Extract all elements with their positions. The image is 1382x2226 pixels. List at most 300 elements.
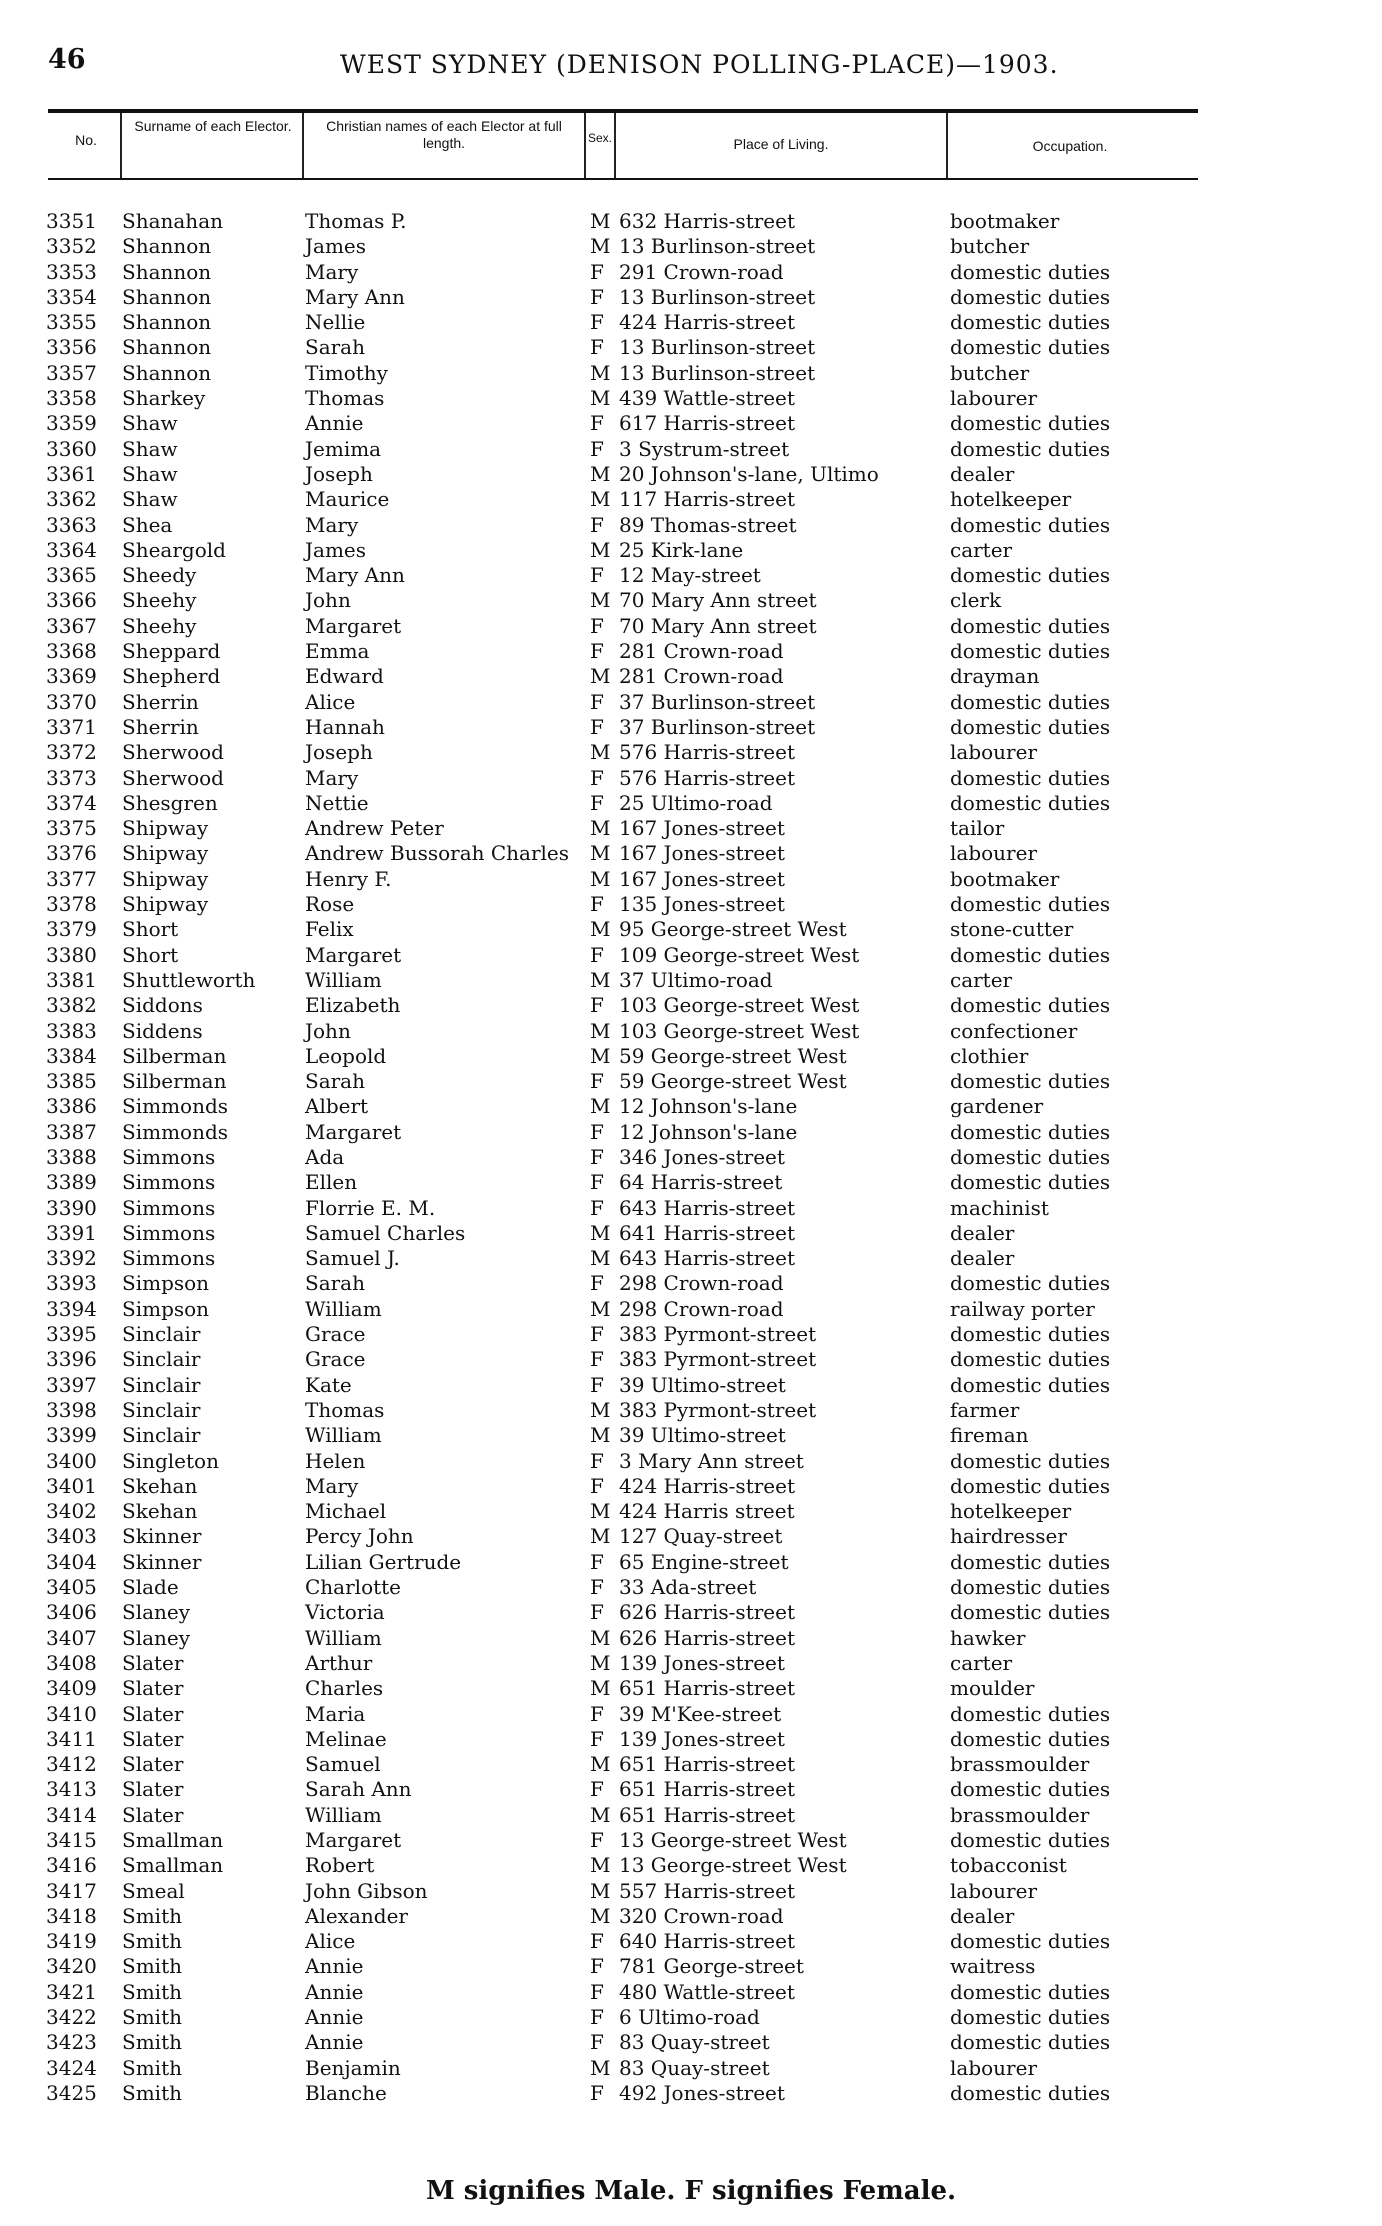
elector-christian-names: Ada bbox=[305, 1144, 345, 1169]
elector-place-of-living: 103 George-street West bbox=[619, 1018, 860, 1043]
elector-christian-names: Charlotte bbox=[305, 1575, 402, 1600]
elector-occupation: brassmoulder bbox=[950, 1802, 1090, 1827]
table-row bbox=[0, 1980, 1382, 2005]
table-row bbox=[0, 816, 1382, 841]
elector-sex: F bbox=[590, 942, 604, 967]
elector-number: 3382 bbox=[46, 993, 97, 1018]
elector-surname: Sheedy bbox=[122, 563, 197, 588]
elector-sex: M bbox=[590, 917, 611, 942]
elector-sex: M bbox=[590, 1246, 611, 1271]
elector-sex: F bbox=[590, 1322, 604, 1347]
elector-number: 3389 bbox=[46, 1170, 97, 1195]
elector-christian-names: William bbox=[305, 1423, 382, 1448]
table-row bbox=[0, 563, 1382, 588]
table-row bbox=[0, 766, 1382, 791]
elector-surname: Sherrin bbox=[122, 689, 199, 714]
elector-sex: M bbox=[590, 1018, 611, 1043]
elector-occupation: clothier bbox=[950, 1043, 1029, 1068]
elector-sex: M bbox=[590, 360, 611, 385]
elector-occupation: domestic duties bbox=[950, 284, 1111, 309]
elector-occupation: farmer bbox=[950, 1397, 1020, 1422]
elector-christian-names: John bbox=[305, 588, 351, 613]
elector-surname: Sinclair bbox=[122, 1397, 201, 1422]
elector-sex: M bbox=[590, 664, 611, 689]
elector-number: 3405 bbox=[46, 1575, 97, 1600]
elector-occupation: domestic duties bbox=[950, 714, 1111, 739]
elector-occupation: railway porter bbox=[950, 1296, 1095, 1321]
elector-sex: F bbox=[590, 335, 604, 360]
elector-place-of-living: 781 George-street bbox=[619, 1954, 804, 1979]
elector-christian-names: Leopold bbox=[305, 1043, 387, 1068]
elector-number: 3421 bbox=[46, 1979, 97, 2004]
column-divider bbox=[302, 113, 304, 178]
elector-place-of-living: 33 Ada-street bbox=[619, 1575, 757, 1600]
elector-sex: F bbox=[590, 1929, 604, 1954]
table-row bbox=[0, 664, 1382, 689]
elector-place-of-living: 626 Harris-street bbox=[619, 1625, 796, 1650]
elector-surname: Sharkey bbox=[122, 386, 206, 411]
elector-surname: Smith bbox=[122, 2005, 182, 2030]
elector-christian-names: Robert bbox=[305, 1853, 375, 1878]
elector-occupation: hotelkeeper bbox=[950, 1499, 1072, 1524]
elector-sex: F bbox=[590, 2005, 604, 2030]
elector-place-of-living: 651 Harris-street bbox=[619, 1802, 796, 1827]
elector-number: 3420 bbox=[46, 1954, 97, 1979]
sex-legend: M signifies Male. F signifies Female. bbox=[425, 2176, 957, 2206]
elector-number: 3380 bbox=[46, 942, 97, 967]
elector-number: 3398 bbox=[46, 1397, 97, 1422]
elector-christian-names: Joseph bbox=[305, 461, 373, 486]
elector-sex: F bbox=[590, 1473, 604, 1498]
elector-christian-names: Mary bbox=[305, 512, 359, 537]
elector-place-of-living: 117 Harris-street bbox=[619, 487, 796, 512]
elector-number: 3387 bbox=[46, 1119, 97, 1144]
elector-place-of-living: 25 Ultimo-road bbox=[619, 790, 773, 815]
elector-surname: Smeal bbox=[122, 1878, 185, 1903]
elector-christian-names: Nettie bbox=[305, 790, 369, 815]
elector-sex: F bbox=[590, 1726, 604, 1751]
table-row bbox=[0, 285, 1382, 310]
elector-occupation: domestic duties bbox=[950, 1347, 1111, 1372]
elector-sex: F bbox=[590, 563, 604, 588]
table-row bbox=[0, 841, 1382, 866]
elector-sex: F bbox=[590, 436, 604, 461]
elector-number: 3417 bbox=[46, 1878, 97, 1903]
elector-sex: M bbox=[590, 841, 611, 866]
elector-sex: M bbox=[590, 1853, 611, 1878]
elector-sex: F bbox=[590, 1954, 604, 1979]
elector-sex: F bbox=[590, 1069, 604, 1094]
elector-christian-names: Felix bbox=[305, 917, 354, 942]
elector-christian-names: Annie bbox=[305, 1954, 364, 1979]
elector-number: 3372 bbox=[46, 740, 97, 765]
elector-sex: F bbox=[590, 1347, 604, 1372]
elector-sex: F bbox=[590, 2080, 604, 2105]
elector-place-of-living: 167 Jones-street bbox=[619, 866, 785, 891]
elector-christian-names: Mary bbox=[305, 1473, 359, 1498]
elector-occupation: domestic duties bbox=[950, 639, 1111, 664]
elector-number: 3409 bbox=[46, 1676, 97, 1701]
elector-number: 3411 bbox=[46, 1726, 97, 1751]
elector-occupation: labourer bbox=[950, 1878, 1038, 1903]
elector-place-of-living: 13 George-street West bbox=[619, 1828, 847, 1852]
elector-sex: M bbox=[590, 1752, 611, 1777]
elector-surname: Sheehy bbox=[122, 588, 197, 613]
elector-place-of-living: 6 Ultimo-road bbox=[619, 2005, 760, 2030]
elector-occupation: drayman bbox=[950, 664, 1040, 689]
elector-number: 3390 bbox=[46, 1195, 97, 1220]
elector-sex: F bbox=[590, 284, 604, 309]
elector-place-of-living: 651 Harris-street bbox=[619, 1777, 796, 1802]
elector-occupation: domestic duties bbox=[950, 1777, 1111, 1802]
elector-place-of-living: 298 Crown-road bbox=[619, 1271, 784, 1296]
elector-surname: Slater bbox=[122, 1650, 184, 1675]
elector-occupation: confectioner bbox=[950, 1018, 1078, 1043]
elector-christian-names: Emma bbox=[305, 639, 370, 664]
elector-surname: Shannon bbox=[122, 234, 212, 259]
elector-occupation: labourer bbox=[950, 2055, 1038, 2080]
elector-number: 3362 bbox=[46, 487, 97, 512]
elector-sex: F bbox=[590, 714, 604, 739]
elector-sex: F bbox=[590, 689, 604, 714]
elector-sex: M bbox=[590, 1903, 611, 1928]
table-row bbox=[0, 1954, 1382, 1979]
table-row bbox=[0, 1929, 1382, 1954]
elector-christian-names: Mary bbox=[305, 259, 359, 284]
elector-occupation: domestic duties bbox=[950, 1372, 1111, 1397]
elector-place-of-living: 557 Harris-street bbox=[619, 1878, 796, 1903]
elector-sex: F bbox=[590, 1195, 604, 1220]
elector-place-of-living: 298 Crown-road bbox=[619, 1296, 784, 1321]
elector-surname: Smith bbox=[122, 2055, 182, 2080]
elector-occupation: domestic duties bbox=[950, 411, 1111, 436]
elector-number: 3414 bbox=[46, 1802, 97, 1827]
elector-christian-names: Timothy bbox=[305, 360, 388, 385]
elector-christian-names: John Gibson bbox=[305, 1878, 428, 1903]
table-row bbox=[0, 234, 1382, 259]
elector-occupation: dealer bbox=[950, 461, 1015, 486]
elector-number: 3396 bbox=[46, 1347, 97, 1372]
elector-occupation: domestic duties bbox=[950, 1119, 1111, 1144]
elector-sex: F bbox=[590, 2030, 604, 2055]
elector-number: 3416 bbox=[46, 1853, 97, 1878]
elector-occupation: butcher bbox=[950, 360, 1030, 385]
elector-surname: Simmons bbox=[122, 1170, 216, 1195]
elector-place-of-living: 127 Quay-street bbox=[619, 1524, 783, 1549]
table-row bbox=[0, 740, 1382, 765]
header-bottom-rule bbox=[48, 178, 1198, 180]
elector-surname: Short bbox=[122, 942, 179, 967]
elector-surname: Simpson bbox=[122, 1271, 210, 1296]
elector-sex: M bbox=[590, 1625, 611, 1650]
elector-place-of-living: 135 Jones-street bbox=[619, 892, 785, 917]
elector-number: 3365 bbox=[46, 563, 97, 588]
elector-christian-names: Margaret bbox=[305, 1828, 402, 1852]
elector-place-of-living: 13 Burlinson-street bbox=[619, 234, 816, 259]
elector-christian-names: Margaret bbox=[305, 1119, 402, 1144]
elector-surname: Smith bbox=[122, 1903, 182, 1928]
table-row bbox=[0, 1094, 1382, 1119]
elector-number: 3369 bbox=[46, 664, 97, 689]
elector-occupation: domestic duties bbox=[950, 613, 1111, 638]
elector-christian-names: Alice bbox=[305, 1929, 356, 1954]
elector-christian-names: William bbox=[305, 1296, 382, 1321]
elector-sex: F bbox=[590, 1979, 604, 2004]
elector-surname: Shannon bbox=[122, 310, 212, 335]
elector-place-of-living: 641 Harris-street bbox=[619, 1220, 796, 1245]
elector-occupation: labourer bbox=[950, 841, 1038, 866]
elector-number: 3385 bbox=[46, 1069, 97, 1094]
elector-number: 3394 bbox=[46, 1296, 97, 1321]
elector-place-of-living: 37 Ultimo-road bbox=[619, 967, 773, 992]
elector-sex: M bbox=[590, 1499, 611, 1524]
elector-christian-names: James bbox=[305, 234, 367, 259]
elector-surname: Slater bbox=[122, 1676, 184, 1701]
elector-occupation: domestic duties bbox=[950, 2080, 1111, 2105]
elector-christian-names: Lilian Gertrude bbox=[305, 1549, 462, 1574]
elector-surname: Short bbox=[122, 917, 179, 942]
column-header-surname: Surname of each Elector. bbox=[134, 118, 292, 134]
elector-sex: M bbox=[590, 1296, 611, 1321]
elector-christian-names: Annie bbox=[305, 1979, 364, 2004]
elector-christian-names: Nellie bbox=[305, 310, 366, 335]
elector-surname: Shaw bbox=[122, 461, 178, 486]
elector-place-of-living: 70 Mary Ann street bbox=[619, 613, 817, 638]
elector-occupation: tobacconist bbox=[950, 1853, 1067, 1878]
elector-occupation: carter bbox=[950, 537, 1013, 562]
table-row bbox=[0, 943, 1382, 968]
elector-surname: Slater bbox=[122, 1802, 184, 1827]
table-row bbox=[0, 209, 1382, 234]
elector-number: 3395 bbox=[46, 1322, 97, 1347]
elector-number: 3406 bbox=[46, 1600, 97, 1625]
elector-number: 3383 bbox=[46, 1018, 97, 1043]
elector-sex: F bbox=[590, 1600, 604, 1625]
elector-place-of-living: 424 Harris-street bbox=[619, 310, 796, 335]
elector-occupation: clerk bbox=[950, 588, 1002, 613]
elector-surname: Simmons bbox=[122, 1144, 216, 1169]
elector-christian-names: Margaret bbox=[305, 942, 402, 967]
column-header-christian-names: Christian names of each Elector at full length. bbox=[326, 118, 562, 151]
elector-christian-names: Kate bbox=[305, 1372, 352, 1397]
elector-surname: Shesgren bbox=[122, 790, 218, 815]
elector-place-of-living: 59 George-street West bbox=[619, 1069, 847, 1094]
table-row bbox=[0, 1702, 1382, 1727]
table-row bbox=[0, 462, 1382, 487]
elector-occupation: hairdresser bbox=[950, 1524, 1067, 1549]
elector-number: 3410 bbox=[46, 1701, 97, 1726]
elector-sex: F bbox=[590, 259, 604, 284]
elector-christian-names: Michael bbox=[305, 1499, 387, 1524]
elector-occupation: dealer bbox=[950, 1903, 1015, 1928]
elector-number: 3353 bbox=[46, 259, 97, 284]
elector-sex: F bbox=[590, 1701, 604, 1726]
table-row bbox=[0, 1904, 1382, 1929]
elector-sex: M bbox=[590, 1524, 611, 1549]
elector-number: 3388 bbox=[46, 1144, 97, 1169]
table-row bbox=[0, 614, 1382, 639]
elector-number: 3399 bbox=[46, 1423, 97, 1448]
elector-surname: Shipway bbox=[122, 841, 209, 866]
elector-surname: Silberman bbox=[122, 1043, 227, 1068]
elector-occupation: domestic duties bbox=[950, 689, 1111, 714]
elector-surname: Sherrin bbox=[122, 714, 199, 739]
elector-sex: F bbox=[590, 1777, 604, 1802]
elector-place-of-living: 383 Pyrmont-street bbox=[619, 1322, 817, 1347]
elector-christian-names: Arthur bbox=[305, 1650, 373, 1675]
elector-place-of-living: 346 Jones-street bbox=[619, 1144, 785, 1169]
elector-sex: M bbox=[590, 2055, 611, 2080]
table-row bbox=[0, 2056, 1382, 2081]
elector-list bbox=[0, 209, 1382, 2106]
elector-sex: F bbox=[590, 790, 604, 815]
elector-place-of-living: 13 Burlinson-street bbox=[619, 360, 816, 385]
elector-place-of-living: 424 Harris-street bbox=[619, 1473, 796, 1498]
elector-surname: Shanahan bbox=[122, 209, 223, 233]
elector-surname: Smallman bbox=[122, 1853, 224, 1878]
elector-christian-names: Sarah Ann bbox=[305, 1777, 412, 1802]
elector-surname: Shannon bbox=[122, 335, 212, 360]
table-row bbox=[0, 513, 1382, 538]
elector-occupation: tailor bbox=[950, 816, 1005, 841]
elector-surname: Slaney bbox=[122, 1625, 191, 1650]
elector-place-of-living: 12 Johnson's-lane bbox=[619, 1094, 798, 1119]
elector-surname: Sherwood bbox=[122, 765, 224, 790]
table-row bbox=[0, 1828, 1382, 1853]
elector-place-of-living: 25 Kirk-lane bbox=[619, 537, 744, 562]
elector-occupation: hotelkeeper bbox=[950, 487, 1072, 512]
elector-christian-names: Florrie E. M. bbox=[305, 1195, 436, 1220]
elector-christian-names: William bbox=[305, 1802, 382, 1827]
elector-christian-names: William bbox=[305, 1625, 382, 1650]
elector-surname: Smith bbox=[122, 1929, 182, 1954]
elector-number: 3423 bbox=[46, 2030, 97, 2055]
elector-occupation: moulder bbox=[950, 1676, 1035, 1701]
elector-sex: F bbox=[590, 1372, 604, 1397]
elector-sex: M bbox=[590, 1650, 611, 1675]
elector-surname: Silberman bbox=[122, 1069, 227, 1094]
elector-number: 3371 bbox=[46, 714, 97, 739]
elector-number: 3381 bbox=[46, 967, 97, 992]
elector-sex: F bbox=[590, 1549, 604, 1574]
elector-occupation: domestic duties bbox=[950, 436, 1111, 461]
elector-number: 3357 bbox=[46, 360, 97, 385]
elector-christian-names: Percy John bbox=[305, 1524, 414, 1549]
table-row bbox=[0, 1044, 1382, 1069]
elector-surname: Slater bbox=[122, 1752, 184, 1777]
elector-number: 3424 bbox=[46, 2055, 97, 2080]
table-row bbox=[0, 2030, 1382, 2055]
elector-surname: Slade bbox=[122, 1575, 179, 1600]
elector-surname: Shipway bbox=[122, 892, 209, 917]
elector-occupation: domestic duties bbox=[950, 993, 1111, 1018]
elector-place-of-living: 95 George-street West bbox=[619, 917, 847, 942]
elector-surname: Siddons bbox=[122, 993, 203, 1018]
column-header-place: Place of Living. bbox=[733, 136, 829, 152]
table-row bbox=[0, 1853, 1382, 1878]
elector-sex: F bbox=[590, 993, 604, 1018]
elector-surname: Slater bbox=[122, 1777, 184, 1802]
elector-number: 3373 bbox=[46, 765, 97, 790]
elector-surname: Shaw bbox=[122, 411, 178, 436]
elector-place-of-living: 64 Harris-street bbox=[619, 1170, 783, 1195]
elector-place-of-living: 383 Pyrmont-street bbox=[619, 1397, 817, 1422]
table-row bbox=[0, 639, 1382, 664]
elector-surname: Smith bbox=[122, 1979, 182, 2004]
elector-occupation: domestic duties bbox=[950, 790, 1111, 815]
elector-sex: M bbox=[590, 588, 611, 613]
table-row bbox=[0, 1474, 1382, 1499]
table-row bbox=[0, 892, 1382, 917]
elector-sex: M bbox=[590, 1094, 611, 1119]
elector-surname: Shaw bbox=[122, 436, 178, 461]
elector-place-of-living: 59 George-street West bbox=[619, 1043, 847, 1068]
elector-number: 3351 bbox=[46, 209, 97, 233]
elector-place-of-living: 167 Jones-street bbox=[619, 816, 785, 841]
elector-occupation: fireman bbox=[950, 1423, 1029, 1448]
elector-christian-names: Grace bbox=[305, 1347, 366, 1372]
elector-surname: Shea bbox=[122, 512, 173, 537]
elector-surname: Shannon bbox=[122, 284, 212, 309]
elector-occupation: labourer bbox=[950, 386, 1038, 411]
elector-sex: F bbox=[590, 1828, 604, 1852]
elector-christian-names: Ellen bbox=[305, 1170, 358, 1195]
elector-sex: F bbox=[590, 639, 604, 664]
elector-number: 3377 bbox=[46, 866, 97, 891]
elector-occupation: domestic duties bbox=[950, 259, 1111, 284]
elector-place-of-living: 643 Harris-street bbox=[619, 1195, 796, 1220]
table-row bbox=[0, 1676, 1382, 1701]
elector-christian-names: Annie bbox=[305, 411, 364, 436]
elector-place-of-living: 439 Wattle-street bbox=[619, 386, 795, 411]
elector-number: 3413 bbox=[46, 1777, 97, 1802]
elector-sex: F bbox=[590, 892, 604, 917]
elector-number: 3379 bbox=[46, 917, 97, 942]
elector-place-of-living: 70 Mary Ann street bbox=[619, 588, 817, 613]
elector-place-of-living: 39 Ultimo-street bbox=[619, 1423, 786, 1448]
elector-sex: M bbox=[590, 740, 611, 765]
column-header-sex: Sex. bbox=[587, 131, 612, 145]
elector-place-of-living: 492 Jones-street bbox=[619, 2080, 785, 2105]
elector-place-of-living: 39 M'Kee-street bbox=[619, 1701, 782, 1726]
elector-christian-names: Mary Ann bbox=[305, 284, 405, 309]
elector-occupation: dealer bbox=[950, 1220, 1015, 1245]
table-row bbox=[0, 1879, 1382, 1904]
elector-number: 3355 bbox=[46, 310, 97, 335]
table-row bbox=[0, 1600, 1382, 1625]
elector-place-of-living: 281 Crown-road bbox=[619, 664, 784, 689]
elector-christian-names: Sarah bbox=[305, 1069, 365, 1094]
elector-sex: F bbox=[590, 1119, 604, 1144]
elector-occupation: domestic duties bbox=[950, 1701, 1111, 1726]
elector-number: 3412 bbox=[46, 1752, 97, 1777]
elector-number: 3404 bbox=[46, 1549, 97, 1574]
elector-place-of-living: 651 Harris-street bbox=[619, 1752, 796, 1777]
table-row bbox=[0, 1803, 1382, 1828]
elector-christian-names: Henry F. bbox=[305, 866, 392, 891]
elector-sex: M bbox=[590, 866, 611, 891]
elector-surname: Sinclair bbox=[122, 1372, 201, 1397]
elector-place-of-living: 89 Thomas-street bbox=[619, 512, 797, 537]
table-row bbox=[0, 588, 1382, 613]
elector-sex: M bbox=[590, 461, 611, 486]
elector-place-of-living: 167 Jones-street bbox=[619, 841, 785, 866]
elector-sex: M bbox=[590, 1043, 611, 1068]
elector-christian-names: Alexander bbox=[305, 1903, 408, 1928]
elector-occupation: domestic duties bbox=[950, 310, 1111, 335]
elector-number: 3400 bbox=[46, 1448, 97, 1473]
elector-surname: Smallman bbox=[122, 1828, 224, 1852]
